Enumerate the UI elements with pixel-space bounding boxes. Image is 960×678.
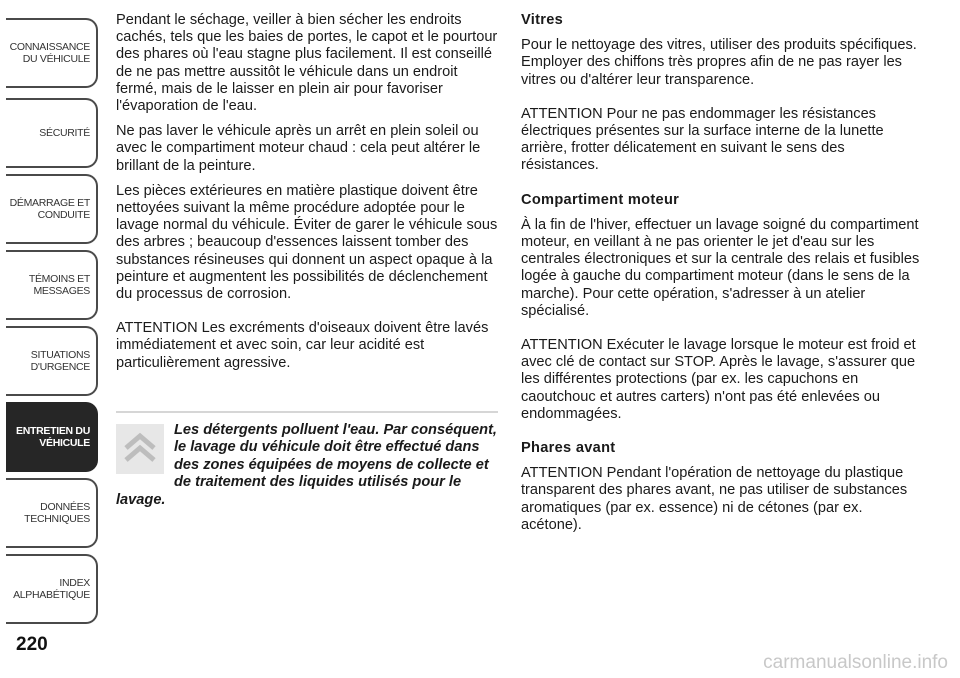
paragraph-windows: Pour le nettoyage des vitres, utiliser des produits spécifiques. Employer des chiffons très propres afin de ne pas rayer les vitres ou d'altérer leur transparence. bbox=[521, 37, 917, 88]
paragraph-engine-wash: À la fin de l'hiver, effectuer un lavage soigné du compartiment moteur, en veillant à ne pas orienter le jet d'eau sur les centrales électroniques et sur la centrale des relais et fusibles logée à gauche du compartiment moteur (dans le sens de la marche). Pour cette opération, s'adresser à un atelier spécialisé. bbox=[521, 216, 920, 319]
tab-situations-d-urgence[interactable] bbox=[6, 326, 98, 396]
heading-vitres: Vitres bbox=[521, 12, 564, 28]
tab-label-line2: CONDUITE bbox=[37, 209, 90, 221]
tab-temoins-et-messages[interactable] bbox=[6, 250, 98, 320]
tab-label-line1: CONNAISSANCE bbox=[9, 41, 90, 53]
paragraph-sun: Ne pas laver le véhicule après un arrêt en plein soleil ou avec le compartiment moteur chaud : cela peut altérer le brillant de la peinture. bbox=[116, 123, 481, 174]
heading-compartiment-moteur: Compartiment moteur bbox=[521, 191, 680, 208]
tab-entretien-du-vehicule[interactable] bbox=[6, 402, 98, 472]
heading-phares-avant: Phares avant bbox=[521, 440, 616, 457]
tab-securite[interactable] bbox=[6, 98, 98, 168]
tab-label-line2: MESSAGES bbox=[33, 285, 90, 297]
tab-connaissance-du-vehicule[interactable] bbox=[6, 18, 98, 88]
tab-label-line1: TÉMOINS ET bbox=[28, 273, 90, 285]
paragraph-engine-warning: ATTENTION Exécuter le lavage lorsque le moteur est froid et avec clé de contact sur STOP. Après le lavage, s'assurer que les différentes protections (par ex. les capuchons en caoutchouc et autres carters) n'ont pas été enlevées ou endommagées. bbox=[521, 337, 916, 422]
tab-index-alphabetique[interactable] bbox=[6, 554, 98, 624]
tab-label-line1: DÉMARRAGE ET bbox=[9, 197, 90, 209]
tab-demarrage-et-conduite[interactable] bbox=[6, 174, 98, 244]
environment-notice-text: Les détergents polluent l'eau. Par conséquent, le lavage du véhicule doit être effectué dans des zones équipées de moyens de collecte et de traitement des liquides utilisés pour le lavage. bbox=[116, 422, 497, 508]
environment-notice bbox=[116, 411, 498, 509]
tab-donnees-techniques[interactable] bbox=[6, 478, 98, 548]
tab-label-line2: ALPHABÉTIQUE bbox=[13, 589, 90, 601]
tab-label-line2: D'URGENCE bbox=[30, 361, 90, 373]
tab-label-line1: ENTRETIEN DU bbox=[16, 425, 90, 437]
paragraph-drying: Pendant le séchage, veiller à bien sécher les endroits cachés, tels que les baies de portes, le capot et le pourtour des phares où l'eau stagne plus facilement. Il est conseillé de ne pas mettre aussitôt le véhicule dans un endroit fermé, mais de le laisser en plein air pour favoriser l'évaporation de l'eau. bbox=[116, 12, 498, 115]
page-number: 220 bbox=[16, 634, 48, 655]
left-column bbox=[116, 12, 501, 380]
tab-label-line2: VÉHICULE bbox=[39, 437, 90, 449]
tab-label-line1: SÉCURITÉ bbox=[39, 127, 90, 139]
paragraph-plastic-parts: Les pièces extérieures en matière plastique doivent être nettoyées suivant la même procédure adoptée pour le lavage normal du véhicule. Éviter de garer le véhicule sous des arbres ; beaucoup d'essences laissent tomber des substances résineuses qui donnent un aspect opaque à la peinture et augmentent les possibilités de déclenchement du processus de corrosion. bbox=[116, 182, 498, 303]
right-column bbox=[521, 12, 921, 542]
tab-label-line2: DU VÉHICULE bbox=[22, 53, 90, 65]
environment-icon bbox=[116, 424, 164, 474]
tab-label-line1: SITUATIONS bbox=[30, 349, 90, 361]
paragraph-rear-window-warning: ATTENTION Pour ne pas endommager les résistances électriques présentes sur la surface interne de la lunette arrière, frotter délicatement en suivant le sens des résistances. bbox=[521, 105, 884, 174]
tab-label-line1: INDEX bbox=[59, 577, 90, 589]
paragraph-headlights-warning: ATTENTION Pendant l'opération de nettoyage du plastique transparent des phares avant, ne pas utiliser de substances aromatiques (par ex. essence) ni de cétones (par ex. acétone). bbox=[521, 465, 908, 533]
paragraph-bird-droppings-warning: ATTENTION Les excréments d'oiseaux doivent être lavés immédiatement et avec soin, car leur acidité est particulièrement agressive. bbox=[116, 320, 489, 371]
chapter-sidebar bbox=[0, 0, 104, 678]
tab-label-line1: DONNÉES bbox=[40, 501, 90, 513]
tab-label-line2: TECHNIQUES bbox=[24, 513, 90, 525]
watermark: carmanualsonline.info bbox=[763, 652, 948, 673]
